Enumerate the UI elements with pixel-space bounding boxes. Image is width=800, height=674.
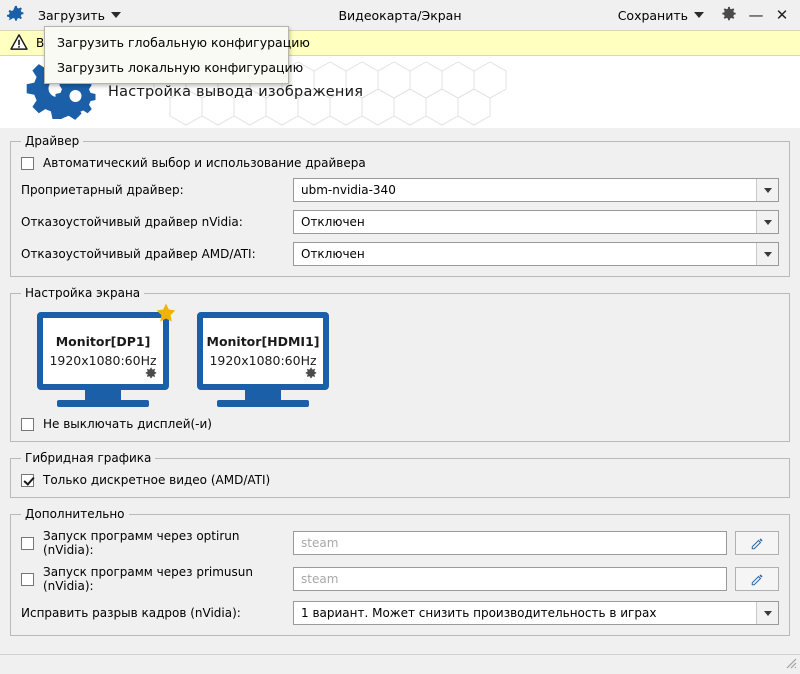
minimize-button[interactable]: — [748, 5, 764, 24]
primusun-row [21, 565, 779, 593]
auto-driver-row [21, 156, 779, 170]
menu-item-load-local[interactable]: Загрузить локальную конфигурацию [57, 60, 304, 75]
proprietary-driver-value: ubm-nvidia-340 [301, 183, 396, 197]
resize-grip-icon[interactable] [783, 655, 797, 672]
amd-fallback-value: Отключен [301, 247, 365, 261]
nvidia-fallback-select[interactable] [293, 210, 779, 234]
title-bar-left [6, 5, 127, 25]
save-menu-button[interactable] [612, 6, 710, 25]
monitor-resolution: 1920x1080:60Hz [209, 353, 317, 368]
chevron-down-icon[interactable] [756, 602, 778, 624]
additional-group [10, 507, 790, 636]
auto-driver-checkbox[interactable] [21, 157, 34, 170]
hybrid-graphics-legend: Гибридная графика [25, 451, 152, 465]
app-gear-icon [6, 5, 26, 25]
title-bar-right [612, 6, 794, 25]
optirun-input[interactable] [293, 531, 727, 555]
save-menu-label: Сохранить [617, 7, 688, 23]
discrete-only-label: Только дискретное видео (AMD/ATI) [43, 473, 271, 487]
monitor-name: Monitor[DP1] [55, 334, 151, 349]
auto-driver-label: Автоматический выбор и использование драйвера [43, 156, 366, 170]
chevron-down-icon[interactable] [756, 243, 778, 265]
chevron-down-icon [111, 12, 121, 18]
monitor-item[interactable] [197, 312, 329, 407]
load-menu-dropdown[interactable] [44, 26, 310, 84]
monitor-gear-icon[interactable] [304, 367, 318, 381]
discrete-only-checkbox[interactable] [21, 474, 34, 487]
window-title: Видеокарта/Экран [338, 7, 462, 23]
monitor-screen[interactable] [37, 312, 169, 390]
keep-display-on-row [21, 417, 779, 431]
nvidia-fallback-label: Отказоустойчивый драйвер nVidia: [21, 215, 243, 229]
close-button[interactable]: ✕ [775, 5, 789, 24]
chevron-down-icon[interactable] [756, 211, 778, 233]
keep-display-on-label: Не выключать дисплей(-и) [43, 417, 212, 431]
hybrid-graphics-group [10, 451, 790, 498]
main-content [0, 128, 800, 654]
nvidia-fallback-row [21, 210, 779, 234]
driver-group-legend: Драйвер [25, 134, 80, 148]
amd-fallback-row [21, 242, 779, 266]
proprietary-driver-select[interactable] [293, 178, 779, 202]
load-menu-button[interactable] [32, 6, 127, 25]
primusun-edit-pencil-icon[interactable] [735, 567, 779, 591]
optirun-label: Запуск программ через optirun (nVidia): [43, 529, 240, 557]
monitor-gear-icon[interactable] [144, 367, 158, 381]
optirun-checkbox[interactable] [21, 537, 34, 550]
tearfix-value: 1 вариант. Может снизить производительность в играх [301, 606, 657, 620]
chevron-down-icon[interactable] [756, 179, 778, 201]
load-menu-label: Загрузить [38, 7, 105, 23]
warning-triangle-icon [10, 34, 28, 53]
chevron-down-icon [694, 12, 704, 18]
driver-group [10, 134, 790, 277]
monitor-stand [245, 390, 281, 400]
warning-text: В [36, 36, 45, 50]
screen-group-legend: Настройка экрана [25, 286, 141, 300]
keep-display-on-checkbox[interactable] [21, 418, 34, 431]
monitor-screen[interactable] [197, 312, 329, 390]
monitor-item[interactable] [37, 312, 169, 407]
tearfix-select[interactable] [293, 601, 779, 625]
primusun-input[interactable] [293, 567, 727, 591]
page-title: Настройка вывода изображения [108, 84, 364, 100]
monitor-name: Monitor[HDMI1] [206, 334, 320, 349]
monitor-base [57, 400, 149, 407]
primusun-label: Запуск программ через primusun (nVidia): [43, 565, 253, 593]
amd-fallback-label: Отказоустойчивый драйвер AMD/ATI: [21, 247, 256, 261]
monitor-list [21, 308, 779, 417]
primusun-checkbox[interactable] [21, 573, 34, 586]
screen-group [10, 286, 790, 442]
tearfix-row [21, 601, 779, 625]
optirun-edit-pencil-icon[interactable] [735, 531, 779, 555]
additional-group-legend: Дополнительно [25, 507, 125, 521]
menu-item-load-global[interactable]: Загрузить глобальную конфигурацию [57, 35, 310, 50]
proprietary-driver-row [21, 178, 779, 202]
optirun-row [21, 529, 779, 557]
monitor-resolution: 1920x1080:60Hz [49, 353, 157, 368]
primary-monitor-star-icon [155, 302, 177, 327]
tearfix-label: Исправить разрыв кадров (nVidia): [21, 606, 241, 620]
nvidia-fallback-value: Отключен [301, 215, 365, 229]
monitor-stand [85, 390, 121, 400]
proprietary-driver-label: Проприетарный драйвер: [21, 183, 184, 197]
amd-fallback-select[interactable] [293, 242, 779, 266]
status-bar [0, 654, 800, 674]
monitor-base [217, 400, 309, 407]
settings-gear-icon[interactable] [720, 6, 738, 24]
discrete-only-row [21, 473, 779, 487]
